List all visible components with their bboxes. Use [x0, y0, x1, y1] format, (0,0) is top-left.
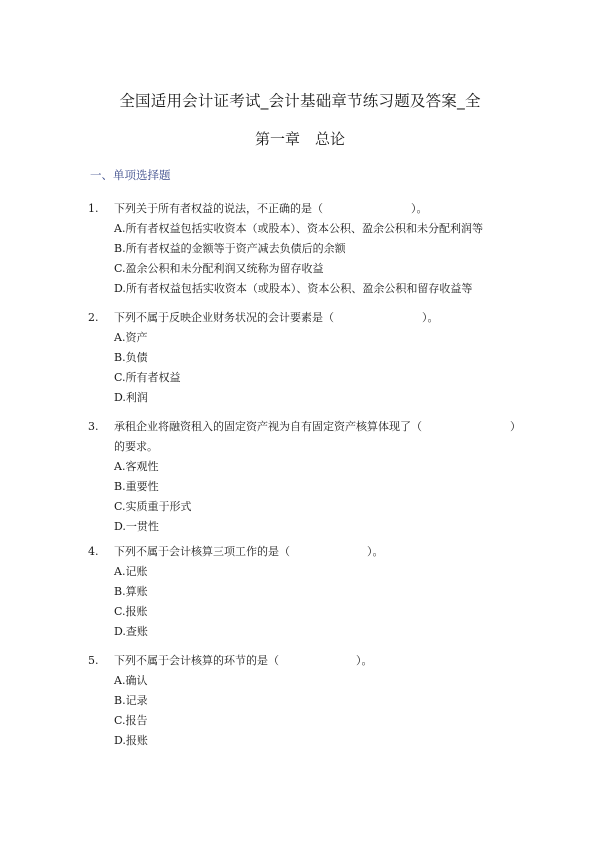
question-stem: 承租企业将融资租入的固定资产视为自有固定资产核算体现了（ ）: [114, 420, 521, 433]
question-4: [88, 542, 518, 642]
section-heading: 一、单项选择题: [90, 168, 171, 182]
question-stem-line: [88, 651, 518, 671]
question-stem: 下列不属于会计核算三项工作的是（ ）。: [114, 545, 384, 558]
option-c: C.报告: [114, 714, 148, 727]
option-d: D.查账: [114, 625, 148, 638]
option-c: C.实质重于形式: [114, 500, 192, 513]
question-stem-line: [88, 542, 518, 562]
option-d: D.所有者权益包括实收资本（或股本）、资本公积、盈余公积和留存收益等: [114, 282, 473, 295]
option-a: A.确认: [114, 674, 148, 687]
question-stem: 下列不属于会计核算的环节的是（ ）。: [114, 654, 373, 667]
question-2: [88, 308, 518, 408]
question-5: [88, 651, 518, 751]
option-b: B.重要性: [114, 480, 159, 493]
question-number: 4.: [88, 545, 99, 558]
option-d: D.报账: [114, 734, 148, 747]
option-c: C.盈余公积和未分配利润又统称为留存收益: [114, 262, 324, 275]
question-stem-line: [88, 199, 518, 219]
option-c: C.报账: [114, 605, 148, 618]
question-number: 1.: [88, 202, 99, 215]
question-stem: 下列不属于反映企业财务状况的会计要素是（ ）。: [114, 311, 439, 324]
option-c: C.所有者权益: [114, 371, 181, 384]
option-d: D.利润: [114, 391, 148, 404]
question-number: 2.: [88, 311, 99, 324]
option-a: A.记账: [114, 565, 148, 578]
option-d: D.一贯性: [114, 520, 159, 533]
question-stem-continuation: 的要求。: [114, 440, 158, 453]
option-b: B.算账: [114, 585, 148, 598]
option-b: B.负债: [114, 351, 148, 364]
question-number: 3.: [88, 420, 99, 433]
question-stem-line: [88, 308, 518, 328]
option-b: B.所有者权益的金额等于资产减去负债后的余额: [114, 242, 346, 255]
option-b: B.记录: [114, 694, 148, 707]
question-number: 5.: [88, 654, 99, 667]
option-a: A.资产: [114, 331, 148, 344]
document-title: 全国适用会计证考试_会计基础章节练习题及答案_全: [119, 92, 481, 110]
option-a: A.所有者权益包括实收资本（或股本）、资本公积、盈余公积和未分配利润等: [114, 222, 483, 235]
question-stem-line: [88, 417, 521, 437]
chapter-title: 第一章 总论: [254, 130, 345, 148]
option-a: A.客观性: [114, 460, 159, 473]
question-3: [88, 417, 521, 537]
question-stem: 下列关于所有者权益的说法，不正确的是（ ）。: [114, 202, 428, 215]
question-1: [88, 199, 518, 299]
